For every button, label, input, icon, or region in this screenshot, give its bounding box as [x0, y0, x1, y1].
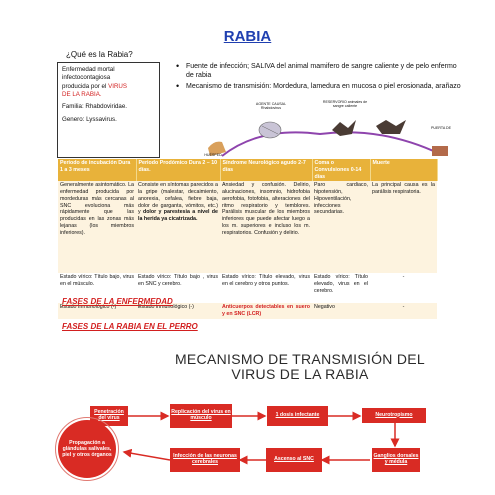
bullet-list [174, 62, 464, 93]
table-cell: Estado inmunológico (-) [136, 303, 220, 319]
definition-box [57, 62, 160, 158]
table-cell: - [370, 273, 437, 303]
family-text: Familia: Rhabdoviridae. [62, 103, 127, 111]
table-header-row [58, 159, 437, 181]
disease-phases-table [58, 159, 438, 319]
bat-icon-2 [376, 120, 406, 134]
cycle-arc [222, 132, 440, 156]
link-disease-phases[interactable]: FASES DE LA ENFERMEDAD [62, 297, 173, 306]
definition-line-3-wrap [62, 83, 155, 91]
table-cell: Estado vírico: Título elevado, virus en el cerebro. [312, 273, 370, 303]
bullet-transmission: • Mecanismo de transmisión: Mordedura, lamedura en mucosa o piel erosionada, arañazo [174, 82, 464, 91]
host-label: HUÉSPED [204, 153, 222, 157]
header-neurologic: Síndrome Neurológico agudo 2-7 días [220, 159, 312, 181]
step-dorsal-ganglia: Ganglios dorsales y médula [372, 448, 420, 472]
question-heading: ¿Qué es la Rabia? [66, 50, 133, 59]
definition-line-2: infectocontagiosa [62, 74, 111, 82]
step-infective-dose: 1 dosis infectante [267, 406, 328, 426]
prodromic-text: Consiste en síntomas parecidos a la gripe (malestar, decaimiento, anorexia, cefalea, fiebre baja, dolor de garganta, vómitos, etc.) y [138, 182, 218, 216]
mechanism-title: MECANISMO DE TRANSMISIÓN DEL VIRUS DE LA RABIA [174, 351, 426, 382]
table-cell: Estado vírico: Título elevado, virus en el cerebro y otros puntos. [220, 273, 312, 303]
step-neurotropism: Neurotropismo [362, 408, 426, 423]
header-incubation: Periodo de incubación Dura 1 a 3 meses [58, 159, 136, 181]
host-icon [432, 146, 448, 156]
bullet-source: • Fuente de infección; SALIVA del animal mamifero de sangre caliente y de pelo enfermo de rabia [174, 62, 464, 80]
step-penetration: Penetración del virus [90, 406, 128, 426]
step-replication: Replicación del virus en músculo [170, 404, 232, 428]
prodromic-bold: dolor y parestesia a nivel de la herida ya cicatrizada. [138, 209, 218, 223]
table-cell: Anticuerpos detectables en suero y en SNC (LCR) [222, 304, 310, 318]
definition-line-1: Enfermedad mortal [62, 66, 115, 73]
table-cell: Estado vírico: Título bajo , virus en SNC y cerebro. [136, 273, 220, 303]
virus-word: VIRUS [108, 82, 128, 90]
bat-icon [332, 120, 356, 136]
genus-text: Genero: Lyssavirus. [62, 115, 117, 123]
table-row [58, 181, 437, 273]
header-coma: Coma o Convulsiones 0-14 días [312, 159, 370, 181]
page-title: RABIA [223, 28, 272, 45]
step-cns-ascent: Ascenso al SNC [266, 448, 322, 472]
table-cell: - [370, 303, 437, 319]
table-cell: Paro cardiaco, hipotensión, Hipoventilación, infecciones secundarias. [312, 181, 370, 273]
header-death: Muerte [370, 159, 437, 181]
table-cell: Ansiedad y confusión. Delirio, alucinaciones, insomnio, hidrofobia aerofobia, fotofobia, alteraciones del ritmo respiratorio y temblores. Parálisis muscular de los miembros inferiores que puede afectar luego a los m. superiores e incluso los m. respiratorios. Confusión y delirio. [220, 181, 312, 273]
table-cell [136, 181, 220, 273]
infection-cycle-diagram [200, 96, 460, 160]
virus-name: DE LA RABIA. [62, 91, 102, 99]
definition-line-3: producida por el [62, 82, 107, 90]
step-brain-infection: Infección de las neuronas cerebrales [170, 448, 240, 472]
step-propagation: Propagación a glándulas salivales, piel y otros órganos [58, 420, 116, 478]
table-cell: Negativo [312, 303, 370, 319]
link-dog-rabies-phases[interactable]: FASES DE LA RABIA EN EL PERRO [62, 322, 198, 331]
table-cell: Estado vírico: Título bajo, virus en el músculo. [58, 273, 136, 303]
table-cell: La principal causa es la parálisis respiratoria. [370, 181, 437, 273]
table-cell: Generalmente asintomático. La enfermedad producida por mordeduras más cercanas al SNC evoluciona más rápidamente que las producidas en las zonas más lejanas (los miembros inferiores). [58, 181, 136, 273]
table-cell: Estado Inmunológico (-) [58, 303, 136, 319]
door-label: PUERTA DE [430, 126, 452, 130]
agent-label: AGENTE CAUSAL Rhabdovirus [255, 102, 287, 111]
reservoir-label: RESERVORIO animales de sangre caliente [322, 100, 368, 109]
header-prodromic: Periodo Prodómico Dura 2 – 10 días. [136, 159, 220, 181]
